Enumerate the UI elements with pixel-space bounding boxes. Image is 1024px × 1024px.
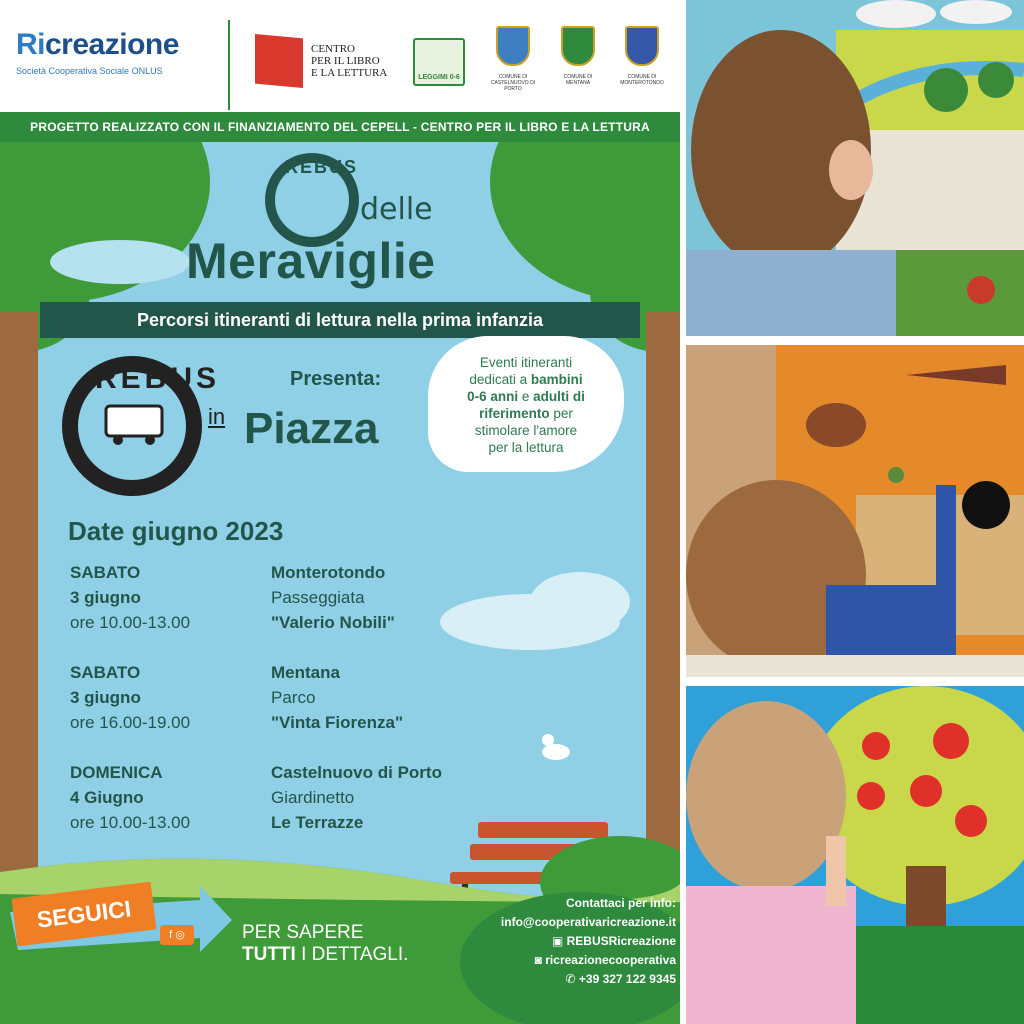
event-venue-type: Parco xyxy=(271,688,316,707)
social-icons: f ◎ xyxy=(160,925,194,945)
brand-name-prefix: Ri xyxy=(16,28,45,61)
event-venue-type: Giardinetto xyxy=(271,788,355,807)
event-day: SABATO xyxy=(70,563,141,582)
event-town: Mentana xyxy=(271,663,340,682)
events-line-bold: bambini xyxy=(530,372,583,387)
funding-banner: PROGETTO REALIZZATO CON IL FINANZIAMENTO DEL CEPELL - CENTRO PER IL LIBRO E LA LETTURA xyxy=(0,112,680,142)
rebus-small-text: REBUS xyxy=(285,157,359,177)
event-time: ore 10.00-13.00 xyxy=(70,813,191,832)
piazza-title: Piazza xyxy=(244,404,379,453)
crest-label: COMUNE DI CASTELNUOVO DI PORTO xyxy=(490,74,536,92)
contacts-heading: Contattaci per info: xyxy=(566,896,676,910)
tree-trunk-left xyxy=(0,312,38,872)
in-word: in xyxy=(208,404,226,429)
whatsapp-icon: ✆ xyxy=(565,972,579,986)
event-venue: Le Terrazze xyxy=(271,813,364,832)
subtitle-bar: Percorsi itineranti di lettura nella prima infanzia xyxy=(40,302,640,338)
instagram-icon: ◙ xyxy=(534,953,546,967)
crest-shield-icon xyxy=(561,26,595,66)
title-delle: delle xyxy=(360,192,433,227)
event-date-block xyxy=(70,660,190,735)
event-date: 3 giugno xyxy=(70,688,141,707)
per-sapere-line2: I DETTAGLI. xyxy=(295,944,409,965)
bench-icon xyxy=(478,822,608,838)
event-time: ore 16.00-19.00 xyxy=(70,713,191,732)
cepell-book-icon xyxy=(255,34,303,88)
event-town: Monterotondo xyxy=(271,563,386,582)
per-sapere-text xyxy=(242,922,408,966)
events-line-bold: 0-6 anni xyxy=(467,389,519,404)
cepell-text: CENTRO PER IL LIBRO E LA LETTURA xyxy=(311,43,388,79)
crest-shield-icon xyxy=(496,26,530,66)
cepell-logo xyxy=(255,34,387,88)
event-date: 4 Giugno xyxy=(70,788,144,807)
crest-castelnuovo xyxy=(483,26,543,92)
event-place-block xyxy=(271,560,395,635)
per-sapere-bold: TUTTI xyxy=(242,944,296,965)
leggimi-logo: LEGGIMI 0-6 xyxy=(413,38,465,86)
facebook-icon: ▣ xyxy=(551,934,567,948)
logo-divider xyxy=(228,20,230,110)
event-time: ore 10.00-13.00 xyxy=(70,613,191,632)
seagull-icon xyxy=(542,744,570,760)
poster-scene xyxy=(0,142,680,1024)
rebus-big-text: REBUS xyxy=(95,362,221,395)
event-day: DOMENICA xyxy=(70,763,163,782)
event-town: Castelnuovo di Porto xyxy=(271,763,442,782)
ricreazione-logo xyxy=(16,28,179,76)
event-venue-type: Passeggiata xyxy=(271,588,365,607)
event-day: SABATO xyxy=(70,663,141,682)
contact-email[interactable]: info@cooperativaricreazione.it xyxy=(500,915,676,929)
brand-name-main: creazione xyxy=(45,28,179,61)
events-line-bold: riferimento xyxy=(479,406,550,421)
crest-monterotondo xyxy=(612,26,672,86)
event-date: 3 giugno xyxy=(70,588,141,607)
contact-facebook[interactable]: REBUSRicreazione xyxy=(566,934,676,948)
crest-mentana xyxy=(548,26,608,86)
event-date-block xyxy=(70,760,190,835)
events-line-bold: adulti di xyxy=(533,389,585,404)
seguici-button[interactable]: SEGUICI xyxy=(12,882,157,947)
event-place-block xyxy=(271,660,403,735)
events-line: stimolare l'amore xyxy=(474,423,578,438)
contacts-block xyxy=(470,894,676,989)
contact-instagram[interactable]: ricreazionecooperativa xyxy=(545,953,676,967)
events-description-bubble xyxy=(428,336,624,472)
van-icon xyxy=(106,406,162,436)
photo-child-felt-board-1 xyxy=(686,0,1024,336)
event-venue: "Vinta Fiorenza" xyxy=(271,713,403,732)
presenta-label: Presenta: xyxy=(290,368,382,390)
events-line: per xyxy=(549,406,573,421)
event-date-block xyxy=(70,560,190,635)
events-line: dedicati a xyxy=(469,372,531,387)
event-place-block xyxy=(271,760,442,835)
events-line: Eventi itineranti xyxy=(479,355,573,370)
photo-child-felt-board-2 xyxy=(686,345,1024,677)
brand-subtitle: Società Cooperativa Sociale ONLUS xyxy=(16,66,163,76)
crest-label: COMUNE DI MENTANA xyxy=(563,74,593,86)
events-line: e xyxy=(518,389,534,404)
per-sapere-line1: PER SAPERE xyxy=(242,922,364,943)
events-line: per la lettura xyxy=(488,440,564,455)
crest-label: COMUNE DI MONTEROTONDO xyxy=(620,74,664,86)
dates-title: Date giugno 2023 xyxy=(68,516,284,546)
event-venue: "Valerio Nobili" xyxy=(271,613,395,632)
contact-phone[interactable]: +39 327 122 9345 xyxy=(578,972,676,986)
main-title: Meraviglie xyxy=(186,233,436,289)
logo-bar xyxy=(0,0,680,112)
crest-shield-icon xyxy=(625,26,659,66)
photo-child-apple-tree-board xyxy=(686,686,1024,1024)
tree-trunk-right xyxy=(646,312,680,872)
